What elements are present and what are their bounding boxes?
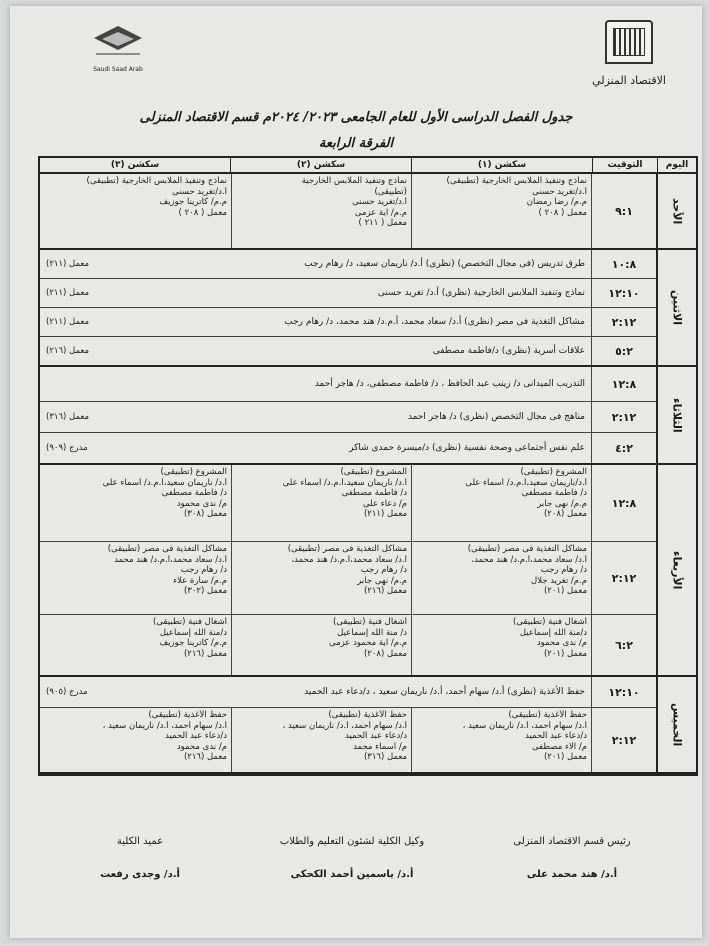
- cell-line: (تطبيقى): [374, 186, 407, 197]
- cell-line: م/ ندى محمود: [536, 638, 587, 648]
- cell-line: م/ آلاء مصطفى: [531, 741, 587, 752]
- cell-line: معمل (٢٠١): [543, 648, 587, 659]
- table-header: [40, 158, 696, 174]
- day-name: الثلاثاء: [656, 367, 696, 463]
- cell-line: نماذج وتنفيذ الملابس الخارجية: [301, 176, 407, 186]
- cell-line: أشغال فنية (تطبيقى): [153, 617, 227, 627]
- cell-line: مشاكل التغذية فى مصر (تطبيقى): [107, 544, 227, 554]
- cell-line: د/ فاطمة مصطفى: [521, 488, 587, 498]
- col-time: التوقيت: [592, 158, 657, 172]
- day-rows: [40, 367, 656, 463]
- cell-line: م.م/ آية عزمى: [354, 207, 407, 218]
- cell-line: المشروع (تطبيقى): [160, 467, 227, 477]
- time-slot: ٦:٢: [591, 615, 656, 675]
- time-slot: ٤:٢: [591, 433, 656, 463]
- merged-cell: [40, 279, 591, 307]
- logo-caption: Saudi Saad Arab: [93, 66, 143, 73]
- cell-line: أ.د/ سهام أحمد، أ.د/ ناريمان سعيد ،: [462, 720, 587, 731]
- cell-line: م/ دعاء على: [363, 498, 407, 509]
- section-2-cell: [231, 708, 411, 772]
- cell-line: معمل ( ٢٠٨ ): [178, 207, 227, 218]
- course-text: مشاكل التغذية فى مصر (نظرى) أ.د/ سعاد محمد، أ.م.د/ هند محمد، د/ رهام رجب: [284, 317, 585, 327]
- course-text: نماذج وتنفيذ الملابس الخارجية (نظرى) أ.د/ تغريد حسنى: [377, 288, 585, 298]
- time-slot: ١٢:١٠: [591, 677, 656, 707]
- time-slot: ١٠:٨: [591, 250, 656, 278]
- signature-head-of-department: رئيس قسم الاقتصاد المنزلى أ.د/ هند محمد على: [513, 836, 631, 880]
- section-2-cell: [231, 465, 411, 541]
- cell-line: د/دعاء عبد الحميد: [345, 731, 407, 741]
- day-name: الاثنين: [656, 250, 696, 365]
- merged-cell: [40, 402, 591, 432]
- cell-line: أ.د/ سعاد محمد،أ.م.د/ هند محمد،: [291, 554, 407, 565]
- table-row: [40, 308, 656, 337]
- table-row: [40, 433, 656, 463]
- cell-line: د/منة الله إسماعيل: [159, 627, 227, 638]
- day-rows: [40, 677, 656, 772]
- col-section-1: سكشن (١): [411, 158, 592, 172]
- table-row: [40, 367, 656, 402]
- signature-dean: عميد الكلية أ.د/ وجدى رفعت: [100, 836, 180, 880]
- cell-line: نماذج وتنفيذ الملابس الخارجية (تطبيقى): [446, 176, 587, 186]
- room-label: معمل (٢١٦): [46, 346, 90, 356]
- cell-line: حفظ الأغذية (تطبيقى): [328, 710, 407, 720]
- table-row: [40, 677, 656, 708]
- cell-line: د/ رهام رجب: [360, 565, 407, 575]
- cell-line: م.م/ رضا رمضان: [526, 197, 587, 207]
- merged-cell: [40, 308, 591, 336]
- time-slot: ٢:١٢: [591, 542, 656, 614]
- cell-line: أ.د/ناريمان سعيد،أ.م.د/ أسماء على: [465, 477, 587, 488]
- cell-line: م.م/ نهى جابر: [357, 575, 407, 586]
- day-block: [40, 367, 696, 465]
- cell-line: أ.د/تغريد حسنى: [352, 197, 407, 207]
- day-rows: [40, 174, 656, 248]
- university-seal-block: [584, 20, 674, 87]
- day-name: الأربعاء: [656, 465, 696, 675]
- cell-line: معمل (٢١٦): [183, 752, 227, 762]
- merged-cell: [40, 677, 591, 707]
- course-text: طرق تدريس (فى مجال التخصص) (نظرى) أ.د/ ناريمان سعيد، د/ رهام رجب: [304, 259, 585, 269]
- cell-line: أ.د/ سعاد محمد،أ.م.د/ هند محمد،: [471, 554, 587, 565]
- room-label: معمل (٢١١): [46, 317, 90, 327]
- faculty-logo-icon: [88, 24, 148, 60]
- cell-line: معمل (٢١٦): [363, 586, 407, 596]
- cell-line: أ.د/ سهام أحمد، أ.د/ ناريمان سعيد ،: [102, 720, 227, 731]
- section-1-cell: [411, 465, 591, 541]
- cell-line: معمل (٢١٦): [183, 648, 227, 659]
- day-block: [40, 250, 696, 367]
- day-name: الأحد: [656, 174, 696, 248]
- schedule-title: جدول الفصل الدراسى الأول للعام الجامعى ٢٠٢٣/ ٢٠٢٤م قسم الاقتصاد المنزلى: [139, 110, 573, 125]
- cell-line: د/ فاطمة مصطفى: [341, 488, 407, 498]
- table-row: [40, 279, 656, 308]
- cell-line: أ.د/ ناريمان سعيد،أ.م.د/ أسماء على: [102, 477, 227, 488]
- faculty-logo-block: [78, 24, 158, 73]
- day-block: [40, 677, 696, 774]
- cell-line: أ.د/ سعاد محمد،أ.م.د/ هند محمد: [114, 554, 227, 565]
- cell-line: معمل ( ٢١١ ): [358, 218, 407, 228]
- section-1-cell: [411, 542, 591, 614]
- cell-line: د/ رهام رجب: [540, 565, 587, 575]
- cell-line: معمل (٣٠٨): [183, 509, 227, 519]
- cell-line: م.م/ آية محمود عزمى: [328, 638, 407, 648]
- department-name: الاقتصاد المنزلي: [592, 74, 666, 87]
- time-slot: ٩:١: [591, 174, 656, 248]
- section-3-cell: [40, 465, 231, 541]
- table-row: [40, 465, 656, 542]
- col-section-3: سكشن (٣): [110, 160, 160, 170]
- col-day: اليوم: [657, 158, 696, 172]
- cell-line: معمل (٢٠١): [543, 586, 587, 596]
- cell-line: د/دعاء عبد الحميد: [165, 731, 227, 741]
- cell-line: م.م/ كاترينا جوزيف: [159, 197, 227, 207]
- time-slot: ١٢:١٠: [591, 279, 656, 307]
- section-3-cell: [40, 174, 231, 248]
- cell-line: معمل ( ٢٠٨ ): [538, 207, 587, 218]
- day-rows: [40, 465, 656, 675]
- merged-cell: [40, 250, 591, 278]
- cell-line: أ.د/ سهام أحمد، أ.د/ ناريمان سعيد ،: [282, 720, 407, 731]
- cell-line: د/ رهام رجب: [180, 565, 227, 575]
- cell-line: أشغال فنية (تطبيقى): [333, 617, 407, 627]
- day-block: [40, 174, 696, 250]
- time-slot: ١٢:٨: [591, 465, 656, 541]
- cell-line: معمل (٣١٦): [363, 752, 407, 762]
- university-seal-icon: [605, 20, 653, 64]
- table-row: [40, 542, 656, 615]
- merged-cell: [40, 433, 591, 463]
- cell-line: حفظ الأغذية (تطبيقى): [508, 710, 587, 720]
- cell-line: المشروع (تطبيقى): [340, 467, 407, 477]
- time-slot: ٢:١٢: [591, 708, 656, 772]
- schedule-document: [10, 6, 702, 938]
- day-rows: [40, 250, 656, 365]
- table-row: [40, 337, 656, 365]
- section-2-cell: [231, 542, 411, 614]
- cell-line: م/ ندى محمود: [176, 741, 227, 752]
- section-3-cell: [40, 615, 231, 675]
- cell-line: معمل (٢١١): [363, 509, 407, 519]
- cell-line: د/ فاطمة مصطفى: [161, 488, 227, 498]
- time-slot: ٥:٢: [591, 337, 656, 365]
- cell-line: أشغال فنية (تطبيقى): [513, 617, 587, 627]
- cell-line: معمل (٢٠٨): [543, 509, 587, 519]
- course-text: علاقات أسرية (نظرى) د/فاطمة مصطفى: [432, 346, 585, 356]
- cell-line: م.م/ تغريد جلال: [531, 575, 587, 586]
- cell-line: م.م/ سارة علاء: [173, 575, 227, 586]
- cell-line: م/ ندى محمود: [176, 498, 227, 509]
- room-label: مدرج (٩٠٥): [46, 687, 88, 697]
- cell-line: معمل (٢٠١): [543, 752, 587, 762]
- course-text: التدريب الميدانى د/ زينب عبد الحافظ ، د/ فاطمة مصطفى، د/ هاجر أحمد: [314, 379, 585, 389]
- cell-line: مشاكل التغذية فى مصر (تطبيقى): [287, 544, 407, 554]
- table-row: [40, 615, 656, 675]
- merged-cell: [40, 367, 591, 401]
- cell-line: د/دعاء عبد الحميد: [525, 731, 587, 741]
- time-slot: ١٢:٨: [591, 367, 656, 401]
- table-row: [40, 708, 656, 772]
- cell-line: معمل (٣٠٢): [183, 586, 227, 596]
- cell-line: أ.د/تغريد حسنى: [172, 186, 227, 197]
- table-row: [40, 402, 656, 433]
- cell-line: نماذج وتنفيذ الملابس الخارجية (تطبيقى): [86, 176, 227, 186]
- cell-line: م/ أسماء محمد: [353, 741, 407, 752]
- cell-line: أ.د/ ناريمان سعيد،أ.م.د/ أسماء على: [282, 477, 407, 488]
- day-name: الخميس: [656, 677, 696, 772]
- merged-cell: [40, 337, 591, 365]
- section-3-cell: [40, 708, 231, 772]
- col-section-2: سكشن (٢): [230, 158, 411, 172]
- cell-line: د/ منة الله إسماعيل: [337, 627, 407, 638]
- course-text: مناهج فى مجال التخصص (نظرى) د/ هاجر احمد: [407, 412, 585, 422]
- schedule-table: [38, 156, 698, 776]
- room-label: معمل (٣١٦): [46, 412, 90, 422]
- time-slot: ٢:١٢: [591, 402, 656, 432]
- course-text: حفظ الأغذية (نظرى) أ.د/ سهام أحمد، أ.د/ ناريمان سعيد ، د/دعاء عبد الحميد: [304, 687, 585, 697]
- cell-line: أ.د/تغريد حسنى: [532, 186, 587, 197]
- section-3-cell: [40, 542, 231, 614]
- day-block: [40, 465, 696, 677]
- table-row: [40, 174, 656, 248]
- section-1-cell: [411, 615, 591, 675]
- signature-vice-dean: وكيل الكلية لشئون التعليم والطلاب أ.د/ ياسمين أحمد الكحكى: [279, 836, 425, 880]
- cell-line: المشروع (تطبيقى): [520, 467, 587, 477]
- cell-line: م.م/ كاترينا جوزيف: [159, 638, 227, 648]
- table-row: [40, 250, 656, 279]
- cell-line: م.م/ نهى جابر: [537, 498, 587, 509]
- cell-line: مشاكل التغذية فى مصر (تطبيقى): [467, 544, 587, 554]
- section-2-cell: [231, 615, 411, 675]
- room-label: معمل (٢١١): [46, 288, 90, 298]
- cell-line: معمل (٢٠٨): [363, 648, 407, 659]
- section-1-cell: [411, 174, 591, 248]
- cell-line: د/منة الله إسماعيل: [519, 627, 587, 638]
- section-2-cell: [231, 174, 411, 248]
- room-label: مدرج (٩٠٩): [46, 443, 88, 453]
- course-text: علم نفس أجتماعى وصحة نفسية (نظرى) د/ميسرة حمدى شاكر: [349, 443, 585, 453]
- room-label: معمل (٢١١): [46, 259, 90, 269]
- section-1-cell: [411, 708, 591, 772]
- time-slot: ٢:١٢: [591, 308, 656, 336]
- schedule-subtitle: الفرقة الرابعة: [318, 136, 394, 151]
- cell-line: حفظ الأغذية (تطبيقى): [148, 710, 227, 720]
